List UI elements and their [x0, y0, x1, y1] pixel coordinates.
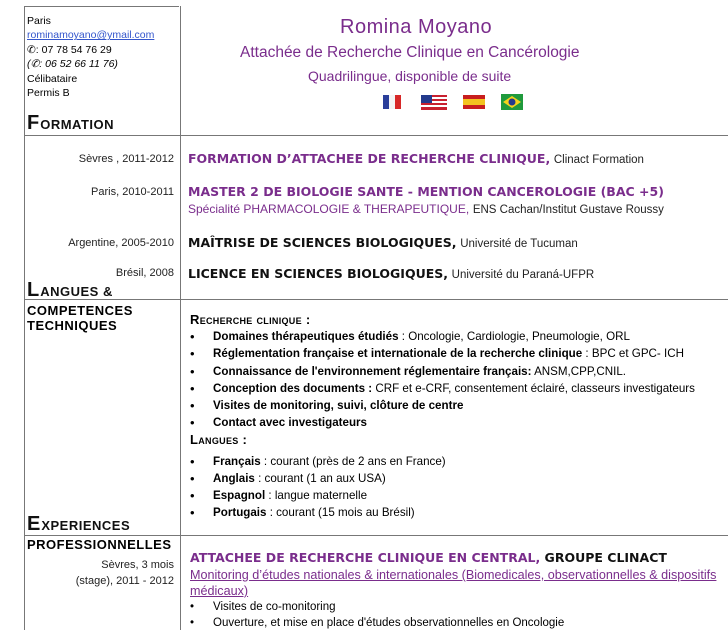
experience-date: (stage), 2011 - 2012 [26, 575, 174, 587]
list-item: • Espagnol : langue maternelle [190, 487, 728, 504]
section-formation-heading: FORMATION [27, 112, 114, 135]
section-experiences-heading: EXPERIENCES [27, 513, 130, 536]
section-competences-heading: COMPETENCES TECHNIQUES [27, 303, 133, 333]
section-langues-heading: LANGUES & [27, 279, 113, 302]
formation-entry: LICENCE EN SCIENCES BIOLOGIQUES, Université du Paraná-UFPR [188, 266, 594, 281]
brazil-flag-icon [501, 94, 523, 110]
job-title: Attachée de Recherche Clinique en Cancérologie [240, 44, 580, 62]
recherche-heading: Recherche clinique : [190, 311, 728, 328]
langues-heading: Langues : [190, 431, 728, 448]
phone-primary: ✆: 07 78 54 76 29 [27, 43, 154, 57]
email-link[interactable]: rominamoyano@ymail.com [27, 29, 154, 41]
list-item: • Visites de co-monitoring [190, 600, 720, 616]
formation-date: Sèvres , 2011-2012 [26, 153, 174, 165]
job-subtitle: Quadrilingue, disponible de suite [308, 68, 511, 84]
formation-entry: MAÎTRISE DE SCIENCES BIOLOGIQUES, Université de Tucuman [188, 235, 578, 250]
list-item: • Conception des documents : CRF et e-CRF, consentement éclairé, classeurs investigateurs [190, 380, 728, 397]
list-item: • Portugais : courant (15 mois au Brésil) [190, 504, 728, 521]
skills-block [190, 311, 728, 521]
phone-secondary: (✆: 06 52 66 11 76) [27, 57, 154, 71]
formation-date: Argentine, 2005-2010 [26, 237, 174, 249]
list-item: • Domaines thérapeutiques étudiés : Oncologie, Cardiologie, Pneumologie, ORL [190, 328, 728, 345]
column-divider [180, 6, 181, 630]
usa-flag-icon [421, 95, 447, 110]
langues-list [190, 453, 728, 522]
left-border [24, 6, 25, 630]
marital-status: Célibataire [27, 72, 154, 86]
formation-entry: FORMATION D’ATTACHEE DE RECHERCHE CLINIQUE, Clinact Formation [188, 151, 644, 166]
list-item: • Visites de monitoring, suivi, clôture de centre [190, 397, 728, 414]
recherche-list [190, 328, 728, 431]
france-flag-icon [383, 95, 401, 109]
flag-row [383, 92, 543, 114]
experience-link[interactable]: Monitoring d’études nationales & internationales (Biomedicales, observationnelles & dispositifs médicaux) [190, 567, 720, 599]
formation-entry: MASTER 2 DE BIOLOGIE SANTE - MENTION CANCEROLOGIE (BAC +5) Spécialité PHARMACOLOGIE & THERAPEUTIQUE, ENS Cachan/Institut Gustave Roussy [188, 184, 664, 216]
divider-langues [24, 299, 728, 300]
contact-block [27, 14, 154, 100]
contact-city: Paris [27, 14, 154, 28]
section-professionnelles-heading: PROFESSIONNELLES [27, 537, 172, 552]
driving-license: Permis B [27, 86, 154, 100]
formation-date: Paris, 2010-2011 [26, 186, 174, 198]
list-item: • Ouverture, et mise en place d'études observationnelles en Oncologie [190, 616, 720, 631]
list-item: • Réglementation française et internationale de la recherche clinique : BPC et GPC- ICH [190, 345, 728, 362]
experience-entry: ATTACHEE DE RECHERCHE CLINIQUE EN CENTRAL, GROUPE CLINACT Monitoring d’études nationales & internationales (Biomedicales, observationnelles & dispositifs médicaux) • Visites de co-monitoring • Ouverture, et mise en place d'études observationnelles en Oncologie [190, 550, 720, 631]
experience-date: Sèvres, 3 mois [26, 559, 174, 571]
list-item: • Français : courant (près de 2 ans en France) [190, 453, 728, 470]
list-item: • Contact avec investigateurs [190, 414, 728, 431]
top-border [24, 6, 179, 7]
list-item: • Connaissance de l'environnement réglementaire français: ANSM,CPP,CNIL. [190, 363, 728, 380]
divider-formation [24, 135, 728, 136]
list-item: • Anglais : courant (1 an aux USA) [190, 470, 728, 487]
candidate-name: Romina Moyano [340, 16, 492, 39]
spain-flag-icon [463, 95, 485, 109]
formation-date: Brésil, 2008 [26, 267, 174, 279]
